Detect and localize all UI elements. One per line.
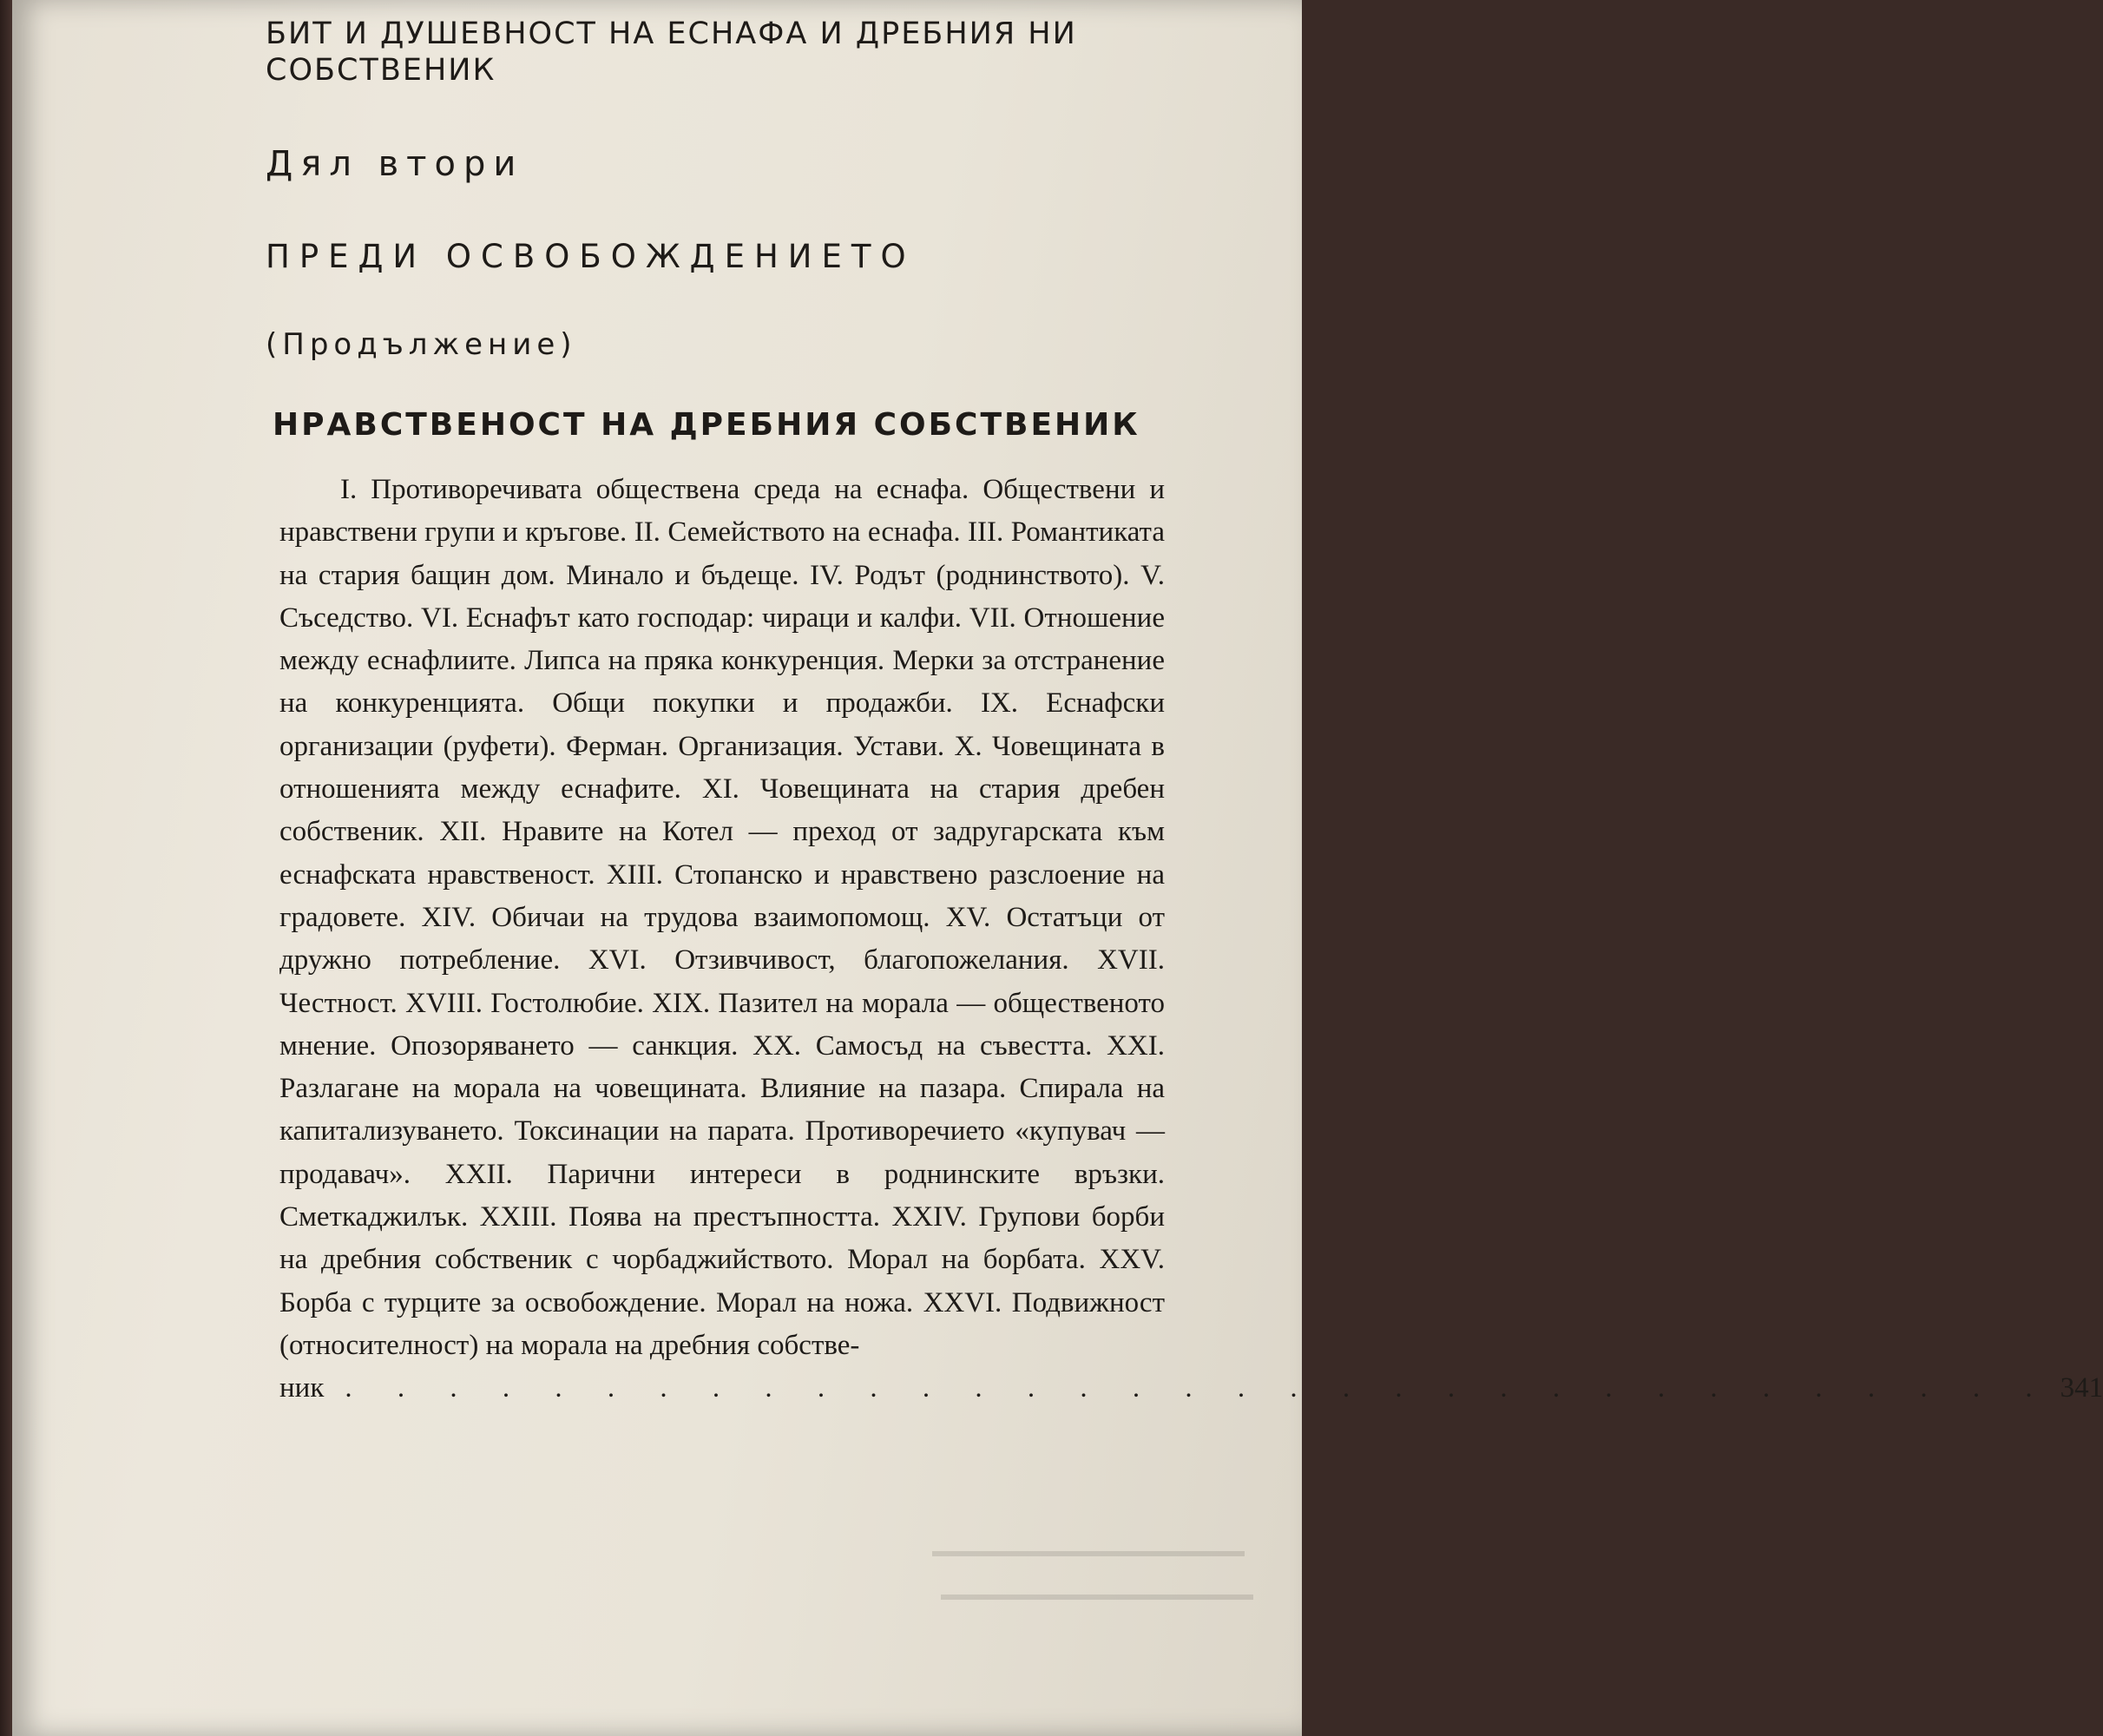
toc-leader-dots: . . . . . . . . . . . . . . . . . . . . . . . . . . . . . . . . . xyxy=(345,1372,2052,1404)
chapter-title: НРАВСТВЕНОСТ НА ДРЕБНИЯ СОБСТВЕНИК xyxy=(273,407,1140,443)
bleed-through-text xyxy=(932,1528,1262,1623)
page-number: 341 xyxy=(2060,1372,2103,1404)
book-page xyxy=(12,0,2103,1736)
chapter-summary: I. Противоречивата обществена среда на еснафа. Обществени и нравствени групи и кръгове. II. Семейството на еснафа. III. Романтиката на стария бащин дом. Минало и бъдеще. IV. Родът (роднинството). V. Съседство. VI. Еснафът като господар: чираци и калфи. VII. Отношение между еснафлиите. Липса на пряка конкуренция. Мерки за отстранение на конкуренцията. Общи покупки и продажби. IX. Еснафски организации (руфети). Ферман. Организация. Устави. X. Човещината в отношенията между еснафите. XI. Човещината на стария дребен собственик. XII. Нравите на Котел — преход от задругарската към еснафската нравственост. XIII. Стопанско и нравствено разслоение на градовете. XIV. Обичаи на трудова взаимопомощ. XV. Остатъци от дружно потребление. XVI. Отзивчивост, благопожелания. XVII. Честност. XVIII. Гостолюбие. XIX. Пазител на морала — общественото мнение. Опозоряването — санкция. XX. Самосъд на съвестта. XXI. Разлагане на морала на човещината. Влияние на пазара. Спирала на капитализуването. Токсинации на парата. Противоречието «купувач — продавач». XXII. Парични интереси в роднинските връзки. Сметкаджилък. XXIII. Поява на престъпността. XXIV. Групови борби на дребния собственик с чорбаджийството. Морал на борбата. XXV. Борба с турците за освобождение. Морал на ножа. XXVI. Подвижност (относителност) на морала на дребния собстве- xyxy=(279,474,1165,1361)
toc-last-word: ник xyxy=(279,1372,325,1404)
page-content xyxy=(266,16,2103,1410)
running-head: БИТ И ДУШЕВНОСТ НА ЕСНАФА И ДРЕБНИЯ НИ СОБСТВЕНИК xyxy=(266,16,1077,88)
section-title: ПРЕДИ ОСВОБОЖДЕНИЕТО xyxy=(266,238,916,275)
toc-leader-line xyxy=(279,1367,2103,1410)
continued-note: (Продължение) xyxy=(266,327,577,362)
part-label: Дял втори xyxy=(266,144,524,184)
